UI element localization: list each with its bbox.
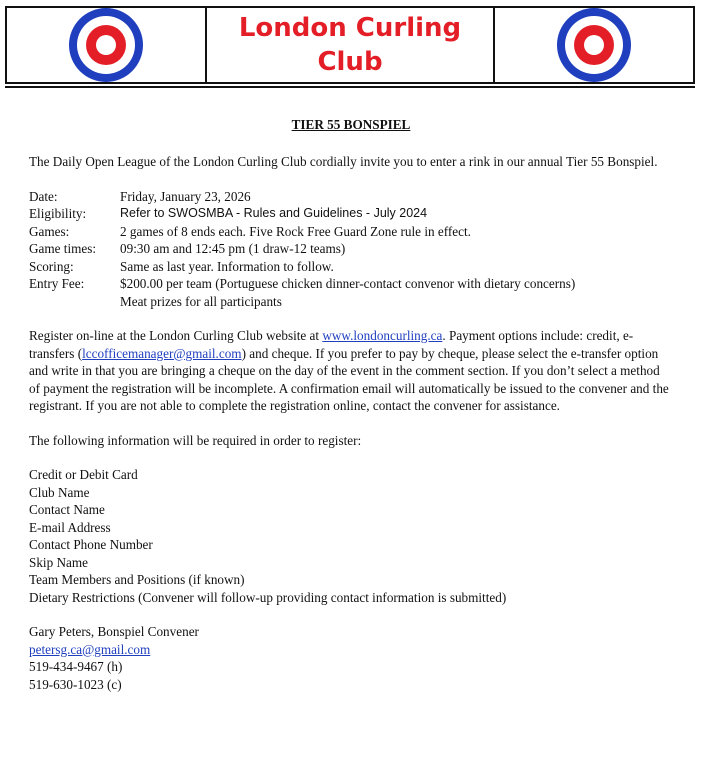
required-items-list [29, 466, 669, 606]
convener-phone-cell: 519-630-1023 (c) [29, 676, 122, 692]
detail-label: Date: [29, 188, 58, 204]
list-item: Team Members and Positions (if known) [29, 572, 245, 587]
curling-house-icon [67, 6, 145, 84]
detail-value: 09:30 am and 12:45 pm (1 draw-12 teams) [120, 241, 346, 256]
list-item: Dietary Restrictions (Convener will follow-up providing contact information is submitted) [29, 589, 507, 605]
list-item: Club Name [29, 484, 90, 500]
detail-row-games [29, 223, 669, 241]
list-item: Skip Name [29, 554, 88, 570]
detail-label: Game times: [29, 241, 97, 256]
convener-phone-home: 519-434-9467 (h) [29, 659, 123, 674]
list-item: E-mail Address [29, 519, 111, 535]
convener-email-link[interactable]: petersg.ca@gmail.com [29, 641, 151, 657]
detail-label: Eligibility: [29, 206, 87, 221]
detail-value: Refer to SWOSMBA - Rules and Guidelines - July 2024 [120, 206, 428, 220]
detail-row-game-times [29, 240, 669, 258]
detail-row-eligibility [29, 205, 669, 223]
register-paragraph [29, 327, 669, 415]
logo-left [7, 8, 207, 82]
register-text-2: . Payment options include: credit, e-transfers ( [29, 328, 634, 361]
logo-right [493, 8, 693, 82]
list-item: Contact Name [29, 502, 105, 517]
detail-label: Scoring: [29, 258, 74, 274]
intro-paragraph: The Daily Open League of the London Curling Club cordially invite you to enter a rink in our annual Tier 55 Bonspiel. [29, 154, 658, 169]
detail-row-scoring [29, 258, 669, 276]
office-email-link[interactable]: lccofficemanager@gmail.com [82, 345, 242, 361]
detail-value: Friday, January 23, 2026 [120, 188, 251, 204]
register-text-1: Register on-line at the London Curling Club website at [29, 328, 323, 343]
page-title: TIER 55 BONSPIEL [291, 117, 411, 132]
required-intro: The following information will be required in order to register: [29, 432, 362, 448]
detail-row-prizes [29, 293, 669, 311]
detail-label [29, 293, 120, 311]
convener-name: Gary Peters, Bonspiel Convener [29, 624, 199, 639]
website-link[interactable]: www.londoncurling.ca [322, 328, 443, 343]
detail-label: Entry Fee: [29, 276, 85, 291]
club-title: London Curling Club [238, 13, 462, 77]
register-text-3: ) and cheque. If you prefer to pay by cheque, please select the e-transfer option and write in that you are bringing a cheque on the day of the event in the comment section. If you don’t select a method of payment the registration will be incomplete. A confirmation email will automatically be issued to the convener and the registrant. If you are not able to complete the registration online, contact the convener for assistance. [29, 345, 669, 413]
detail-label: Games: [29, 223, 70, 239]
detail-value: Same as last year. Information to follow. [120, 258, 334, 274]
title-cell [207, 8, 493, 82]
details-list [29, 188, 669, 311]
curling-house-icon [555, 6, 633, 84]
list-item: Contact Phone Number [29, 537, 153, 552]
detail-value: 2 games of 8 ends each. Five Rock Free Guard Zone rule in effect. [120, 223, 471, 239]
detail-value: Meat prizes for all participants [120, 293, 282, 309]
convener-contact [29, 623, 669, 693]
detail-row-date [29, 188, 669, 206]
document-body [29, 116, 669, 693]
header-banner [5, 6, 695, 84]
detail-value: $200.00 per team (Portuguese chicken dinner-contact convenor with dietary concerns) [120, 276, 576, 291]
list-item: Credit or Debit Card [29, 467, 138, 482]
detail-row-entry-fee [29, 275, 669, 293]
